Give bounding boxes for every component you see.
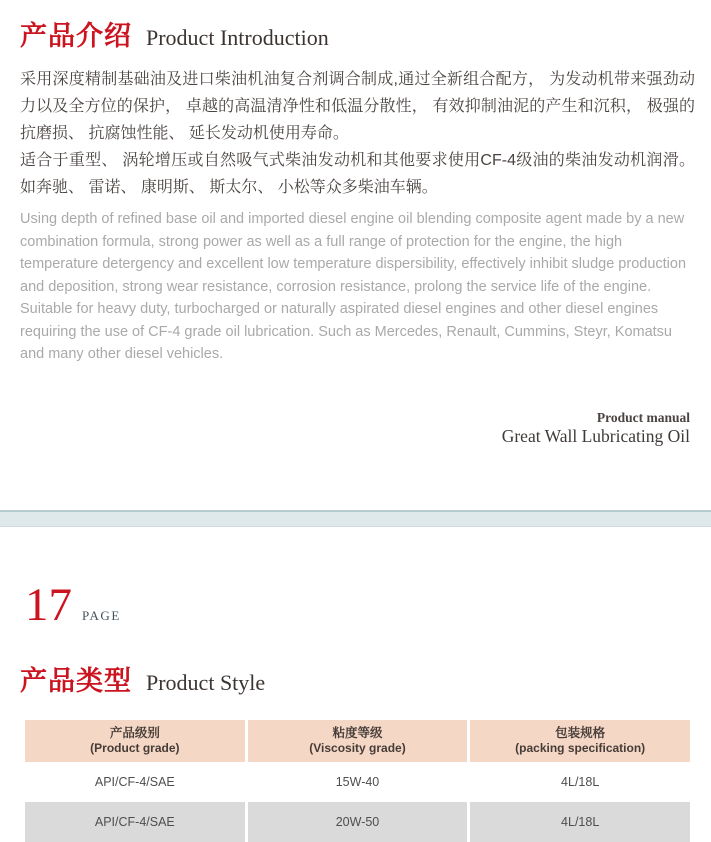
intro-paragraph-english-2: Suitable for heavy duty, turbocharged or naturally aspirated diesel engines and other diesel engines requiring the use of CF-4 grade oil lubrication. Such as Mercedes, Renault, Cummins, Steyr, Komatsu and many other diesel vehicles. (20, 301, 672, 362)
table-cell-row1-product-grade: API/CF-4/SAE (25, 762, 245, 802)
table-header-viscosity-grade-en: (Viscosity grade) (309, 741, 406, 755)
intro-heading-english: Product Introduction (146, 25, 329, 50)
section-divider-band (0, 510, 711, 527)
intro-paragraph-chinese-1: 采用深度精制基础油及进口柴油机油复合剂调合制成,通过全新组合配方， 为发动机带来强劲动力以及全方位的保护， 卓越的高温清净性和低温分散性， 有效抑制油泥的产生和沉积， 极强的抗磨损、 抗腐蚀性能、 延长发动机使用寿命。 (20, 71, 695, 142)
table-cell-row2-product-grade: API/CF-4/SAE (25, 802, 245, 842)
style-heading-english: Product Style (146, 669, 266, 695)
table-header-viscosity-grade (248, 720, 468, 762)
intro-paragraph-chinese (20, 66, 695, 201)
intro-paragraph-english (20, 208, 695, 366)
table-cell-row2-packing-specification: 4L/18L (470, 802, 690, 842)
brand-name: Great Wall Lubricating Oil (501, 425, 690, 446)
table-header-packing-specification-zh: 包装规格 (555, 726, 606, 740)
page-number-block (25, 578, 711, 631)
table-header-product-grade-zh: 产品级别 (109, 726, 160, 740)
product-manual-label: Product manual (596, 409, 690, 425)
intro-paragraph-chinese-2: 适合于重型、 涡轮增压或自然吸气式柴油发动机和其他要求使用CF-4级油的柴油发动机润滑。 如奔驰、 雷诺、 康明斯、 斯太尔、 小松等众多柴油车辆。 (20, 152, 695, 196)
table-cell-row1-viscosity-grade: 15W-40 (248, 762, 468, 802)
table-header-packing-specification (470, 720, 690, 762)
style-heading-chinese: 产品类型 (20, 665, 132, 696)
intro-paragraph-english-1: Using depth of refined base oil and imported diesel engine oil blending composite agent made by a new combination formula, strong power as well as a full range of protection for the engine, the high temperature detergency and excellent low temperature dispersibility, effectively inhibit sludge production and deposition, strong wear resistance, corrosion resistance, prolong the service life of the engine. (20, 211, 687, 295)
intro-heading-chinese: 产品介绍 (20, 21, 132, 51)
product-style-table (25, 720, 690, 842)
style-heading (20, 659, 711, 698)
table-cell-row2-viscosity-grade: 20W-50 (248, 802, 468, 842)
page-number: 17 (25, 578, 72, 631)
table-header-packing-specification-en: (packing specification) (515, 741, 646, 755)
manual-signature-block (20, 410, 695, 447)
page-label: PAGE (82, 607, 121, 623)
table-header-product-grade-en: (Product grade) (90, 741, 180, 755)
intro-heading (20, 0, 695, 53)
table-header-viscosity-grade-zh: 粘度等级 (332, 726, 383, 740)
table-cell-row1-packing-specification: 4L/18L (470, 762, 690, 802)
table-header-product-grade (25, 720, 245, 762)
